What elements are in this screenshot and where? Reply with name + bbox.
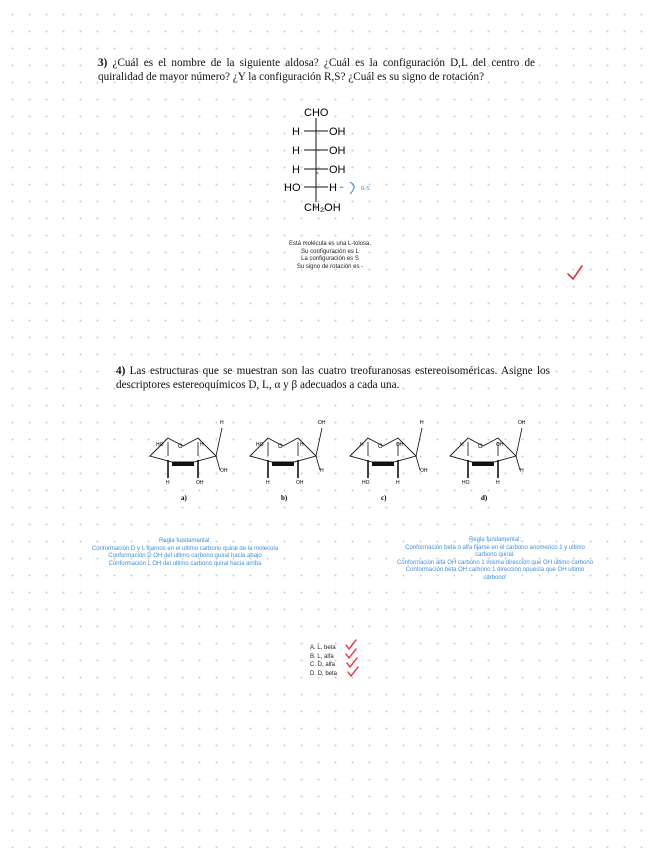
fischer-row-2-right: OH xyxy=(329,145,346,157)
svg-text:H: H xyxy=(166,480,170,486)
rs-annotation: R-S xyxy=(361,186,370,192)
svg-text:H: H xyxy=(266,480,270,486)
question-4-number: 4) xyxy=(116,365,126,377)
fischer-row-3-right: OH xyxy=(329,164,346,176)
fischer-row-4-right: H xyxy=(329,182,337,194)
svg-text:OH: OH xyxy=(518,420,526,426)
answer-d-text: D. D, beta xyxy=(310,670,338,677)
rule-line: Conformación beta o alfa fijarse en el carbono anomerico 1 y ultimo xyxy=(405,544,585,551)
svg-text:OH: OH xyxy=(196,480,204,486)
answer-a xyxy=(288,645,398,654)
answer-line: Su signo de rotación es - xyxy=(296,263,364,270)
fischer-row-2-left: H xyxy=(292,145,300,157)
rule-note-left xyxy=(20,538,350,568)
answer-b-text: B. L, alfa xyxy=(310,653,334,660)
answer-b xyxy=(288,654,398,663)
question-4-answers xyxy=(288,645,398,679)
svg-text:H: H xyxy=(320,468,324,474)
check-mark-icon xyxy=(566,264,584,282)
svg-text:H: H xyxy=(460,442,464,448)
fischer-row-4-left: HO xyxy=(284,182,301,194)
question-3-number: 3) xyxy=(98,57,108,69)
answer-d xyxy=(288,671,398,680)
svg-text:OH: OH xyxy=(220,468,228,474)
structure-label-c: c) xyxy=(381,494,387,502)
svg-text:OH: OH xyxy=(396,442,404,448)
answer-a-text: A. L, beta xyxy=(310,645,336,651)
answer-c xyxy=(288,662,398,671)
svg-text:HO: HO xyxy=(256,442,264,448)
rule-line: Conformación D y L fijarnos en el ultimo carbono quiral de la molecula xyxy=(91,545,279,552)
answer-line: Su configuración es L xyxy=(301,248,359,255)
svg-text:H: H xyxy=(220,420,224,426)
answer-c-text: C. D, alfa xyxy=(310,662,336,669)
answer-line: Está molécula es una L-tolosa. xyxy=(288,241,372,247)
structure-label-b: b) xyxy=(281,494,288,502)
furanose-structures xyxy=(140,412,540,502)
question-3 xyxy=(98,56,535,84)
structure-label-d: d) xyxy=(481,494,488,502)
fischer-row-1-left: H xyxy=(292,126,300,138)
rule-line: Conformación beta OH carbono 1 dirección opuesta que OH ultimo xyxy=(405,567,585,574)
svg-text:HO: HO xyxy=(462,480,470,486)
rule-line: Conformación D OH del ultimo carbono quiral hacia abajo xyxy=(108,553,262,560)
fischer-top: CHO xyxy=(304,107,329,119)
svg-text:OH: OH xyxy=(496,442,504,448)
question-4-text: Las estructuras que se muestran son las cuatro treofuranosas estereoisoméricas. Asigne los descriptores estereoquímicos D, L, α y β adecuados a cada una. xyxy=(116,365,550,391)
svg-text:OH: OH xyxy=(318,420,326,426)
svg-text:H: H xyxy=(520,468,524,474)
svg-text:H: H xyxy=(420,420,424,426)
svg-text:H: H xyxy=(496,480,500,486)
rule-line: Conformación L OH del ultimo carbono quiral hacia arriba xyxy=(108,560,262,567)
svg-text:OH: OH xyxy=(296,480,304,486)
structure-label-a: a) xyxy=(181,494,187,502)
svg-text:H: H xyxy=(360,442,364,448)
svg-text:H: H xyxy=(200,442,204,448)
rule-line: carbono. xyxy=(483,574,507,581)
answer-line: La configuración es S xyxy=(301,256,359,263)
question-3-text: ¿Cuál es el nombre de la siguiente aldosa? ¿Cuál es la configuración D,L del centro de quiralidad de mayor número? ¿Y la configuración R,S? ¿Cuál es su signo de rotación? xyxy=(98,57,536,83)
rule-note-right xyxy=(335,537,655,583)
check-mark-icon xyxy=(346,666,360,678)
fischer-bottom: CH₂OH xyxy=(304,202,341,214)
svg-text:OH: OH xyxy=(420,468,428,474)
fischer-row-1-right: OH xyxy=(329,126,346,138)
rule-line: Regla fundamental: xyxy=(158,538,212,544)
fischer-projection xyxy=(270,104,400,216)
question-3-answer xyxy=(210,241,450,271)
question-4 xyxy=(116,364,550,392)
svg-text:HO: HO xyxy=(362,480,370,486)
rule-line: Conformación alfa OH carbono 1 misma dirección que OH ultimo carbono xyxy=(396,559,594,566)
rule-line: Regla fundamental: xyxy=(468,537,522,543)
fischer-row-3-left: H xyxy=(292,164,300,176)
svg-text:H: H xyxy=(396,480,400,486)
svg-text:H: H xyxy=(300,442,304,448)
rule-line: carbono quiral. xyxy=(475,552,515,559)
svg-text:HO: HO xyxy=(156,442,164,448)
